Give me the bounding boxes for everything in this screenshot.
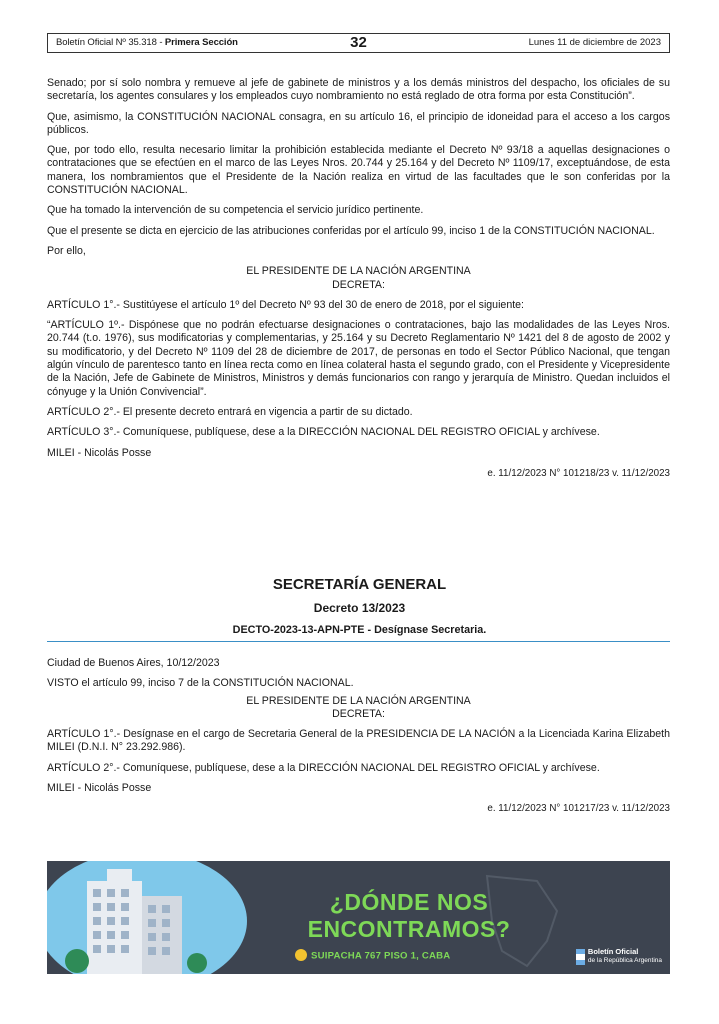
- decree-heading-decreta: DECRETA:: [332, 278, 385, 291]
- place-date: Ciudad de Buenos Aires, 10/12/2023: [47, 657, 220, 669]
- header-section: Primera Sección: [164, 37, 238, 48]
- banner-headline-line-1: ¿DÓNDE NOS: [329, 889, 489, 915]
- paragraph: Por ello,: [47, 244, 86, 257]
- visto: VISTO el artículo 99, inciso 7 de la CONSTITUCIÓN NACIONAL.: [47, 677, 354, 690]
- decree-2-body: [47, 657, 670, 823]
- header-bulletin-number: Boletín Oficial Nº 35.318 -: [56, 37, 165, 48]
- paragraph: Que ha tomado la intervención de su competencia el servicio jurídico pertinente.: [47, 204, 424, 217]
- signature: MILEI - Nicolás Posse: [47, 782, 152, 795]
- decree-subtitle: DECTO-2023-13-APN-PTE - Desígnase Secretaria.: [232, 624, 487, 636]
- banner-headline: [284, 889, 534, 943]
- decree-1-body: [47, 77, 670, 487]
- logo-subtitle: de la República Argentina: [587, 957, 662, 964]
- paragraph: Senado; por sí solo nombra y remueve al jefe de gabinete de ministros y a los demás ministros del despacho, los oficiales de su secretaría, los agentes consulares y los empleados cuyo nombramiento no está reglado de otra forma por esta Constitución”.: [47, 77, 670, 103]
- article-2: ARTÍCULO 2°.- Comuníquese, publíquese, dese a la DIRECCIÓN NACIONAL DEL REGISTRO OFICIAL y archívese.: [47, 761, 600, 774]
- article-2: ARTÍCULO 2°.- El presente decreto entrará en vigencia a partir de su dictado.: [47, 405, 413, 418]
- sun-emblem-icon: [576, 949, 585, 965]
- decree-heading: EL PRESIDENTE DE LA NACIÓN ARGENTINA: [246, 265, 471, 278]
- article-1: ARTÍCULO 1°.- Desígnase en el cargo de Secretaria General de la PRESIDENCIA DE LA NACIÓN a la Licenciada Karina Elizabeth MILEI (D.N.I. N° 23.292.986).: [47, 728, 670, 754]
- signature: MILEI - Nicolás Posse: [47, 446, 152, 459]
- article-1: ARTÍCULO 1°.- Sustitúyese el artículo 1º del Decreto Nº 93 del 30 de enero de 2018, por el siguiente:: [47, 298, 524, 311]
- banner-address: [295, 950, 450, 962]
- location-pin-icon: [295, 949, 307, 961]
- logo-title: Boletín Oficial: [587, 947, 639, 956]
- address-text: SUIPACHA 767 PISO 1, CABA: [311, 950, 451, 962]
- publication-reference: e. 11/12/2023 N° 101217/23 v. 11/12/2023: [487, 803, 670, 815]
- header-date: Lunes 11 de diciembre de 2023: [528, 37, 661, 48]
- divider: [47, 641, 670, 642]
- building-illustration: [47, 861, 247, 974]
- article-3: ARTÍCULO 3°.- Comuníquese, publíquese, dese a la DIRECCIÓN NACIONAL DEL REGISTRO OFICIAL y archívese.: [47, 426, 600, 439]
- publication-reference: e. 11/12/2023 N° 101218/23 v. 11/12/2023: [487, 467, 670, 479]
- decree-heading: EL PRESIDENTE DE LA NACIÓN ARGENTINA: [246, 694, 471, 707]
- banner-headline-line-2: ENCONTRAMOS?: [307, 916, 511, 942]
- decree-number: Decreto 13/2023: [313, 601, 406, 615]
- paragraph: Que, asimismo, la CONSTITUCIÓN NACIONAL consagra, en su artículo 16, el principio de idoneidad para el acceso a los cargos públicos.: [47, 110, 670, 136]
- decree-heading-decreta: DECRETA:: [332, 707, 385, 720]
- page-number: 32: [350, 34, 367, 51]
- section-title: SECRETARÍA GENERAL: [272, 576, 447, 593]
- article-1-text: “ARTÍCULO 1º.- Dispónese que no podrán efectuarse designaciones o contrataciones, bajo las modalidades de las Leyes Nros. 20.744 (t.o. 1976), sus modificatorias y complementarias, y 25.164 y su Decreto Reglamentario Nº 1421 del 8 de agosto de 2002 y su modificatorio, y del Decreto Nº 1109 del 28 de diciembre de 2017, de personas en todo el Sector Público Nacional, que tengan algún vínculo de parentesco tanto en línea recta como en línea colateral hasta el segundo grado, con el Presidente y Vicepresidente de la Nación, Jefe de Gabinete de Ministros, Ministros y demás funcionarios con rango y jerarquía de Ministro. Quedan incluidos el cónyuge y la Unión Convivencial”.: [47, 319, 670, 398]
- page-header: [47, 33, 670, 53]
- location-banner[interactable]: [47, 861, 670, 974]
- boletin-logo: [576, 948, 662, 965]
- paragraph: Que el presente se dicta en ejercicio de las atribuciones conferidas por el artículo 99, inciso 1 de la CONSTITUCIÓN NACIONAL.: [47, 224, 655, 237]
- paragraph: Que, por todo ello, resulta necesario limitar la prohibición establecida mediante el Decreto Nº 93/18 a aquellas designaciones o contrataciones que se efectúen en el marco de las Leyes Nros. 20.744 y 25.164 y del Decreto Nº 1109/17, exceptuándose, de esta manera, los nombramientos que el Presidente de la Nación realiza en virtud de las facultades que le son conferidas por la CONSTITUCIÓN NACIONAL.: [47, 144, 670, 197]
